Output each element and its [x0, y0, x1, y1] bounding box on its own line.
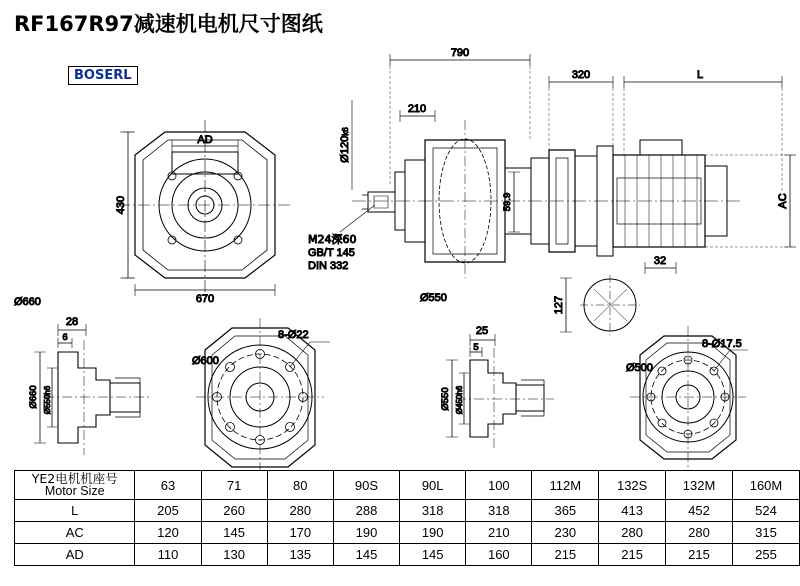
table-cell: 452	[666, 500, 733, 522]
front-view-left	[118, 120, 292, 296]
dia-500-label: Ø500	[626, 362, 653, 374]
table-cell: 145	[201, 522, 267, 544]
table-header-motor-size-cn: YE2电机机座号	[31, 471, 118, 486]
flange-600-front-view	[196, 318, 330, 476]
table-cell: 63	[135, 471, 201, 500]
table-row	[15, 522, 800, 544]
table-row-label: AD	[15, 544, 135, 566]
table-cell: 130	[201, 544, 267, 566]
table-cell: 145	[400, 544, 466, 566]
dim-6-label: 6	[62, 332, 68, 343]
table-header-motor-size-en: Motor Size	[44, 484, 105, 499]
thread-note-line2: GB/T 145	[308, 247, 355, 259]
table-cell: 255	[732, 544, 799, 566]
table-cell: 318	[466, 500, 532, 522]
table-cell: 413	[599, 500, 666, 522]
brand-logo: BOSERL	[68, 66, 138, 85]
table-cell: 205	[135, 500, 201, 522]
dim-59-9-label: 59.9	[502, 192, 513, 212]
table-cell: 215	[666, 544, 733, 566]
table-cell: 160M	[732, 471, 799, 500]
motor-dimension-table	[14, 470, 800, 566]
dim-25-label: 25	[475, 325, 489, 337]
table-cell: 260	[201, 500, 267, 522]
table-cell: 112M	[532, 471, 599, 500]
dim-430-label: 430	[115, 195, 127, 215]
table-row-label: L	[15, 500, 135, 522]
dim-5-label: 5	[473, 342, 479, 353]
table-cell: 71	[201, 471, 267, 500]
assembly-side-view	[340, 54, 796, 278]
dia-660-label: Ø660	[28, 385, 39, 409]
table-cell: 110	[135, 544, 201, 566]
table-cell: 160	[466, 544, 532, 566]
table-cell: 524	[732, 500, 799, 522]
dim-210-label: 210	[407, 103, 427, 115]
table-cell: 280	[267, 500, 333, 522]
table-cell: 280	[666, 522, 733, 544]
table-cell: 100	[466, 471, 532, 500]
table-header-row	[15, 471, 800, 500]
table-cell: 132M	[666, 471, 733, 500]
table-cell: 90S	[333, 471, 399, 500]
table-cell: 315	[732, 522, 799, 544]
table-cell: 318	[400, 500, 466, 522]
table-cell: 132S	[599, 471, 666, 500]
thread-note-line3: DIN 332	[308, 260, 349, 272]
table-cell: 215	[532, 544, 599, 566]
holes-8x22-label: 8-Ø22	[278, 329, 309, 341]
table-row-label: AC	[15, 522, 135, 544]
holes-8x17-5-label: 8-Ø17.5	[702, 338, 742, 350]
dim-790-label: 790	[450, 47, 470, 59]
dim-670-label: 670	[195, 293, 215, 305]
dim-ad-label: AD	[197, 134, 213, 146]
table-cell: 215	[599, 544, 666, 566]
table-cell: 170	[267, 522, 333, 544]
table-cell: 210	[466, 522, 532, 544]
dia-550-side-label: Ø550	[440, 387, 451, 411]
dia-550-main-label: Ø550	[420, 292, 447, 304]
table-cell: 80	[267, 471, 333, 500]
table-row	[15, 544, 800, 566]
table-cell: 365	[532, 500, 599, 522]
dim-28-label: 28	[65, 316, 79, 328]
table-cell: 230	[532, 522, 599, 544]
page-title: RF167R97减速机电机尺寸图纸	[14, 12, 323, 36]
table-header-motor-size	[15, 471, 135, 500]
table-cell: 135	[267, 544, 333, 566]
table-cell: 280	[599, 522, 666, 544]
table-cell: 120	[135, 522, 201, 544]
table-row	[15, 500, 800, 522]
dia-120k6-label: Ø120k6	[339, 127, 351, 163]
dim-32-label: 32	[653, 255, 667, 267]
dia-450h6-label: Ø450h6	[455, 385, 464, 415]
table-cell: 190	[333, 522, 399, 544]
dia-550h6-label: Ø550h6	[43, 385, 52, 415]
table-cell: 190	[400, 522, 466, 544]
table-cell: 90L	[400, 471, 466, 500]
dim-L-label: L	[696, 69, 704, 81]
dim-127-label: 127	[553, 295, 565, 315]
dim-320-label: 320	[571, 69, 591, 81]
table-cell: 288	[333, 500, 399, 522]
dia-600-label: Ø600	[192, 355, 219, 367]
shaft-section-detail	[560, 262, 676, 335]
dia-660-title-label: Ø660	[14, 296, 41, 308]
dim-ac-label: AC	[777, 193, 789, 209]
thread-note-line1: M24深60	[308, 233, 357, 246]
table-cell: 145	[333, 544, 399, 566]
